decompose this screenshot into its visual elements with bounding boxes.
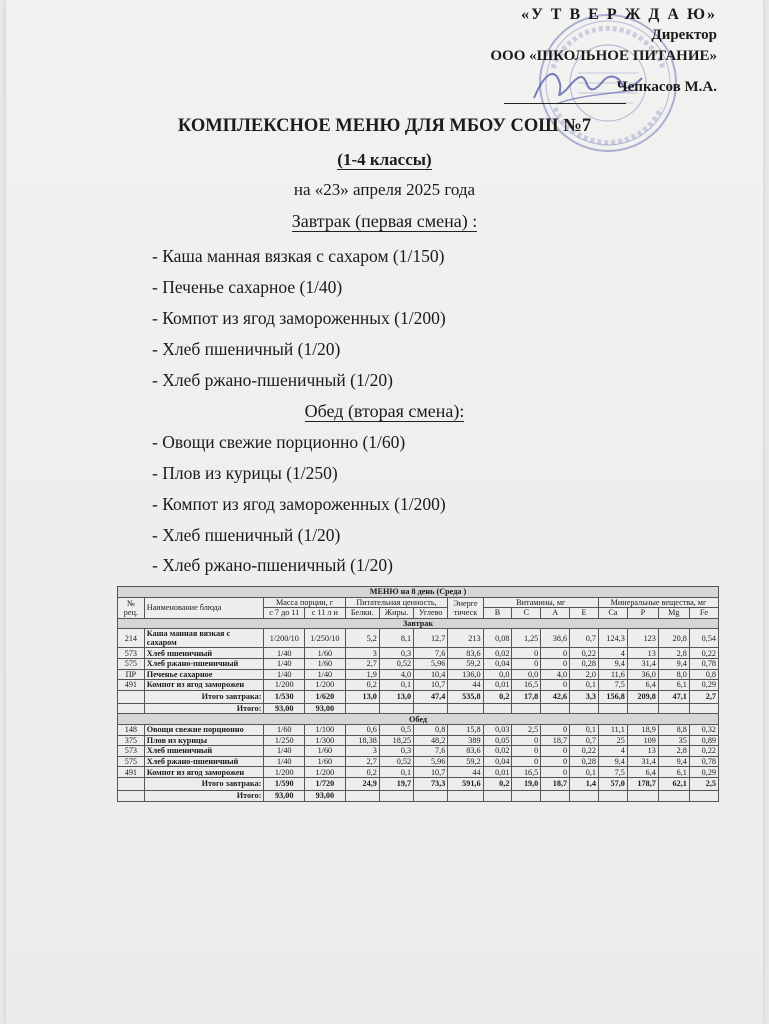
table-cell: 13: [627, 746, 658, 757]
table-cell: 0: [541, 767, 570, 778]
table-cell: 2,0: [570, 669, 599, 680]
approver-company: ООО «ШКОЛЬНОЕ ПИТАНИЕ»: [490, 48, 717, 64]
table-cell: 3: [345, 746, 379, 757]
table-cell: 4: [598, 746, 627, 757]
table-cell: [512, 790, 541, 801]
dish-name-cell: Печенье сахарное: [144, 669, 264, 680]
table-cell: 8,8: [658, 724, 689, 735]
table-cell: 6,1: [658, 767, 689, 778]
table-cell: 38,6: [541, 629, 570, 648]
col-header-mass: Масса порции, г: [264, 597, 345, 608]
lunch-heading: [0, 401, 769, 422]
table-cell: 2,8: [658, 746, 689, 757]
section-title: Обед: [118, 714, 719, 725]
grades-subtitle: [0, 150, 769, 170]
table-cell: 0,5: [379, 724, 413, 735]
table-cell: 83,6: [448, 746, 483, 757]
table-cell: 5,2: [345, 629, 379, 648]
nutrition-table-wrap: [117, 586, 719, 802]
dish-name-cell: Каша манная вязкая с сахаром: [144, 629, 264, 648]
table-cell: 1/60: [305, 648, 346, 659]
table-cell: 0,3: [379, 648, 413, 659]
total-cell: 0,2: [483, 690, 512, 703]
nutrition-table: [117, 586, 719, 802]
itogo-cell: 93,00: [264, 703, 305, 714]
col-header-vit-a: A: [541, 608, 570, 619]
dish-name-cell: Компот из ягод заморожен: [144, 680, 264, 691]
col-header-energy: Энерге тическ: [448, 597, 483, 618]
col-header-vit-c: C: [512, 608, 541, 619]
table-cell: 0,0: [512, 669, 541, 680]
table-cell: 1,9: [345, 669, 379, 680]
table-cell: 1/60: [264, 724, 305, 735]
table-cell: [483, 790, 512, 801]
table-cell: 1/100: [305, 724, 346, 735]
itogo-cell: 93,00: [305, 703, 346, 714]
table-cell: 123: [627, 629, 658, 648]
dish-name-cell: Хлеб пшеничный: [144, 746, 264, 757]
table-row: [118, 756, 719, 767]
table-cell: 1/40: [264, 756, 305, 767]
total-cell: 13,0: [379, 690, 413, 703]
table-row: [118, 648, 719, 659]
lunch-item: - Хлеб пшеничный (1/20): [152, 525, 341, 545]
table-cell: 7,6: [414, 746, 448, 757]
table-row: [118, 680, 719, 691]
total-label: Итого завтрака:: [144, 777, 264, 790]
approve-heading: «У Т В Е Р Ж Д А Ю»: [521, 6, 717, 23]
table-cell: 0,89: [689, 735, 718, 746]
table-cell: 0: [512, 648, 541, 659]
total-cell: 13,0: [345, 690, 379, 703]
table-cell: 1/200/10: [264, 629, 305, 648]
table-row: [118, 658, 719, 669]
col-header-mass-7-11: с 7 до 11: [264, 608, 305, 619]
total-cell: 47,4: [414, 690, 448, 703]
table-cell: 1/200: [264, 767, 305, 778]
table-cell: 1/200: [305, 680, 346, 691]
table-cell: 0: [512, 746, 541, 757]
total-row: [118, 690, 719, 703]
table-cell: [379, 790, 413, 801]
table-cell: 0,22: [689, 746, 718, 757]
table-cell: [448, 703, 483, 714]
table-cell: [627, 790, 658, 801]
itogo-label: Итого:: [144, 790, 264, 801]
table-row: [118, 669, 719, 680]
table-cell: 0,78: [689, 756, 718, 767]
table-cell: 44: [448, 680, 483, 691]
total-cell: 1/720: [305, 777, 346, 790]
table-cell: [512, 703, 541, 714]
total-cell: 1/620: [305, 690, 346, 703]
table-cell: [483, 703, 512, 714]
table-cell: 16,5: [512, 767, 541, 778]
table-cell: 7,6: [414, 648, 448, 659]
table-cell: 0,52: [379, 756, 413, 767]
table-cell: 31,4: [627, 658, 658, 669]
table-cell: 8,1: [379, 629, 413, 648]
table-cell: 18,38: [345, 735, 379, 746]
table-cell: 3: [345, 648, 379, 659]
table-cell: [118, 777, 145, 790]
total-cell: 0,2: [483, 777, 512, 790]
col-header-minerals: Минеральные вещества, мг: [598, 597, 718, 608]
itogo-cell: 93,00: [264, 790, 305, 801]
table-cell: 1/200: [305, 767, 346, 778]
table-cell: 0,52: [379, 658, 413, 669]
table-cell: [118, 690, 145, 703]
table-cell: [448, 790, 483, 801]
table-cell: 18,25: [379, 735, 413, 746]
table-cell: 13: [627, 648, 658, 659]
table-cell: [598, 703, 627, 714]
nutrition-table-body: [118, 618, 719, 801]
table-cell: 0: [512, 735, 541, 746]
total-row: [118, 777, 719, 790]
table-caption: МЕНЮ на 8 день (Среда ): [118, 587, 719, 598]
table-cell: 6,4: [627, 680, 658, 691]
table-cell: 575: [118, 756, 145, 767]
table-cell: [658, 703, 689, 714]
document-title: КОМПЛЕКСНОЕ МЕНЮ ДЛЯ МБОУ СОШ №7: [177, 116, 592, 136]
table-cell: 44: [448, 767, 483, 778]
total-cell: 62,1: [658, 777, 689, 790]
table-cell: 16,5: [512, 680, 541, 691]
table-cell: 12,7: [414, 629, 448, 648]
table-cell: 0,22: [570, 746, 599, 757]
table-cell: [118, 703, 145, 714]
table-cell: 0,1: [379, 680, 413, 691]
table-cell: 0,2: [345, 767, 379, 778]
table-cell: 0,54: [689, 629, 718, 648]
table-cell: 0,1: [570, 680, 599, 691]
table-cell: 10,4: [414, 669, 448, 680]
table-cell: 9,4: [658, 658, 689, 669]
total-cell: 209,8: [627, 690, 658, 703]
table-cell: 0,3: [379, 746, 413, 757]
col-header-vit-e: E: [570, 608, 599, 619]
table-cell: 1/60: [305, 746, 346, 757]
table-cell: 0,2: [345, 680, 379, 691]
table-cell: 109: [627, 735, 658, 746]
total-cell: 2,7: [689, 690, 718, 703]
breakfast-item: - Печенье сахарное (1/40): [152, 277, 343, 297]
table-cell: 375: [118, 735, 145, 746]
table-cell: 0,29: [689, 680, 718, 691]
col-header-mg: Mg: [658, 608, 689, 619]
section-title: Завтрак: [118, 618, 719, 629]
table-cell: 0,0: [483, 669, 512, 680]
total-label: Итого завтрака:: [144, 690, 264, 703]
table-cell: 59,2: [448, 756, 483, 767]
total-cell: 17,8: [512, 690, 541, 703]
table-cell: 0,1: [570, 724, 599, 735]
table-cell: 7,5: [598, 767, 627, 778]
table-cell: 0,04: [483, 658, 512, 669]
table-cell: 4,0: [379, 669, 413, 680]
dish-name-cell: Хлеб ржано-пшеничный: [144, 756, 264, 767]
table-cell: 36,0: [627, 669, 658, 680]
table-cell: 11,6: [598, 669, 627, 680]
col-header-dish: Наименование блюда: [144, 597, 264, 618]
total-cell: 57,0: [598, 777, 627, 790]
menu-date: на «23» апреля 2025 года: [293, 180, 476, 199]
table-cell: 2,7: [345, 658, 379, 669]
table-cell: 10,7: [414, 680, 448, 691]
table-cell: 0,1: [570, 767, 599, 778]
table-cell: 0: [541, 724, 570, 735]
table-cell: 0,1: [379, 767, 413, 778]
col-header-p: P: [627, 608, 658, 619]
breakfast-item: - Каша манная вязкая с сахаром (1/150): [152, 246, 445, 266]
table-cell: 1/250: [264, 735, 305, 746]
total-cell: 3,3: [570, 690, 599, 703]
col-header-recipe: № рец.: [118, 597, 145, 618]
table-cell: 0: [512, 756, 541, 767]
total-cell: 1/530: [264, 690, 305, 703]
total-cell: 19,7: [379, 777, 413, 790]
table-cell: 0: [541, 658, 570, 669]
table-cell: 4: [598, 648, 627, 659]
table-cell: 148: [118, 724, 145, 735]
total-cell: 1,4: [570, 777, 599, 790]
table-cell: 389: [448, 735, 483, 746]
table-cell: 9,4: [598, 756, 627, 767]
table-cell: 5,96: [414, 756, 448, 767]
col-header-fe: Fe: [689, 608, 718, 619]
table-cell: 0,7: [570, 629, 599, 648]
total-cell: 535,8: [448, 690, 483, 703]
table-cell: 575: [118, 658, 145, 669]
table-row: [118, 746, 719, 757]
table-cell: 1/250/10: [305, 629, 346, 648]
table-cell: 20,8: [658, 629, 689, 648]
table-row: [118, 735, 719, 746]
table-cell: 5,96: [414, 658, 448, 669]
table-cell: [379, 703, 413, 714]
table-cell: 18,9: [627, 724, 658, 735]
col-header-nutrition: Питательная ценность,: [345, 597, 448, 608]
table-cell: 0,05: [483, 735, 512, 746]
dish-name-cell: Плов из курицы: [144, 735, 264, 746]
table-cell: 0,6: [345, 724, 379, 735]
table-cell: 491: [118, 680, 145, 691]
total-cell: 47,1: [658, 690, 689, 703]
itogo-row: [118, 790, 719, 801]
table-cell: [570, 790, 599, 801]
total-cell: 18,7: [541, 777, 570, 790]
table-cell: 0,32: [689, 724, 718, 735]
table-cell: 1,25: [512, 629, 541, 648]
table-cell: 6,1: [658, 680, 689, 691]
table-cell: 0: [512, 658, 541, 669]
table-cell: 136,0: [448, 669, 483, 680]
table-cell: 8,0: [658, 669, 689, 680]
table-cell: 0,28: [570, 756, 599, 767]
approver-position: Директор: [651, 27, 717, 43]
table-cell: [598, 790, 627, 801]
itogo-row: [118, 703, 719, 714]
total-cell: 156,8: [598, 690, 627, 703]
col-header-vit-b: B: [483, 608, 512, 619]
table-cell: 1/300: [305, 735, 346, 746]
table-cell: [414, 790, 448, 801]
table-cell: 0,28: [570, 658, 599, 669]
itogo-label: Итого:: [144, 703, 264, 714]
col-header-carbs: Углево: [414, 608, 448, 619]
table-cell: 18,7: [541, 735, 570, 746]
total-cell: 42,6: [541, 690, 570, 703]
breakfast-heading-text: Завтрак (первая смена) :: [291, 211, 478, 231]
signature-line: [504, 103, 626, 104]
table-cell: 1/60: [305, 756, 346, 767]
dish-name-cell: Компот из ягод заморожен: [144, 767, 264, 778]
table-cell: 15,8: [448, 724, 483, 735]
lunch-item: - Плов из курицы (1/250): [152, 463, 338, 483]
grades-text: (1-4 классы): [337, 150, 432, 169]
table-cell: 83,6: [448, 648, 483, 659]
col-header-ca: Ca: [598, 608, 627, 619]
table-cell: 1/40: [264, 648, 305, 659]
table-cell: 1/60: [305, 658, 346, 669]
table-cell: ПР: [118, 669, 145, 680]
table-cell: [689, 703, 718, 714]
table-cell: 0,8: [689, 669, 718, 680]
table-cell: [541, 703, 570, 714]
itogo-cell: 93,00: [305, 790, 346, 801]
table-cell: [658, 790, 689, 801]
col-header-fat: Жиры.: [379, 608, 413, 619]
dish-name-cell: Хлеб ржано-пшеничный: [144, 658, 264, 669]
table-cell: 0,08: [483, 629, 512, 648]
table-cell: 0: [541, 648, 570, 659]
breakfast-item: - Хлеб ржано-пшеничный (1/20): [152, 370, 393, 390]
table-cell: 31,4: [627, 756, 658, 767]
total-cell: 591,6: [448, 777, 483, 790]
table-cell: 491: [118, 767, 145, 778]
table-cell: 59,2: [448, 658, 483, 669]
approver-name: Чепкасов М.А.: [616, 79, 717, 95]
total-cell: 24,9: [345, 777, 379, 790]
table-cell: 7,5: [598, 680, 627, 691]
table-cell: 2,5: [512, 724, 541, 735]
table-cell: 0,22: [689, 648, 718, 659]
table-cell: 1/40: [305, 669, 346, 680]
approval-block: [490, 4, 717, 98]
col-header-protein: Белки.: [345, 608, 379, 619]
table-cell: 6,4: [627, 767, 658, 778]
dish-name-cell: Хлеб пшеничный: [144, 648, 264, 659]
table-cell: 0,02: [483, 648, 512, 659]
table-cell: 10,7: [414, 767, 448, 778]
table-cell: 0,04: [483, 756, 512, 767]
section-row: [118, 714, 719, 725]
table-cell: 48,2: [414, 735, 448, 746]
table-cell: 2,8: [658, 648, 689, 659]
table-cell: 35: [658, 735, 689, 746]
table-cell: 1/40: [264, 669, 305, 680]
table-row: [118, 724, 719, 735]
total-cell: 73,3: [414, 777, 448, 790]
table-cell: 9,4: [658, 756, 689, 767]
lunch-heading-text: Обед (вторая смена):: [304, 401, 465, 421]
table-cell: 0: [541, 746, 570, 757]
table-cell: 0,01: [483, 680, 512, 691]
table-row: [118, 767, 719, 778]
total-cell: 19,0: [512, 777, 541, 790]
table-cell: 0,8: [414, 724, 448, 735]
table-cell: 0: [541, 756, 570, 767]
table-cell: [689, 790, 718, 801]
table-cell: [570, 703, 599, 714]
table-cell: 0,29: [689, 767, 718, 778]
table-cell: [414, 703, 448, 714]
table-cell: 0: [541, 680, 570, 691]
table-cell: 1/200: [264, 680, 305, 691]
table-row: [118, 629, 719, 648]
table-cell: 2,7: [345, 756, 379, 767]
lunch-item: - Компот из ягод замороженных (1/200): [152, 494, 446, 514]
table-cell: 0,7: [570, 735, 599, 746]
table-cell: 0,22: [570, 648, 599, 659]
table-cell: [541, 790, 570, 801]
table-cell: 573: [118, 746, 145, 757]
dish-name-cell: Овощи свежие порционно: [144, 724, 264, 735]
total-cell: 2,5: [689, 777, 718, 790]
lunch-item: - Хлеб ржано-пшеничный (1/20): [152, 555, 393, 575]
table-cell: 11,1: [598, 724, 627, 735]
breakfast-heading: [0, 211, 769, 232]
table-cell: 25: [598, 735, 627, 746]
table-cell: [345, 703, 379, 714]
table-cell: 0,03: [483, 724, 512, 735]
table-cell: [345, 790, 379, 801]
table-cell: 9,4: [598, 658, 627, 669]
table-cell: [627, 703, 658, 714]
table-cell: 214: [118, 629, 145, 648]
col-header-vitamins: Витамины, мг: [483, 597, 598, 608]
table-cell: 0,78: [689, 658, 718, 669]
table-cell: 4,0: [541, 669, 570, 680]
col-header-mass-11: с 11 л и: [305, 608, 346, 619]
table-cell: 573: [118, 648, 145, 659]
breakfast-item: - Хлеб пшеничный (1/20): [152, 339, 341, 359]
table-cell: 213: [448, 629, 483, 648]
breakfast-item: - Компот из ягод замороженных (1/200): [152, 308, 446, 328]
table-cell: 1/40: [264, 658, 305, 669]
table-cell: 0,01: [483, 767, 512, 778]
total-cell: 178,7: [627, 777, 658, 790]
table-cell: 0,02: [483, 746, 512, 757]
lunch-item: - Овощи свежие порционно (1/60): [152, 432, 406, 452]
section-row: [118, 618, 719, 629]
total-cell: 1/590: [264, 777, 305, 790]
table-cell: 124,3: [598, 629, 627, 648]
table-cell: [118, 790, 145, 801]
table-cell: 1/40: [264, 746, 305, 757]
